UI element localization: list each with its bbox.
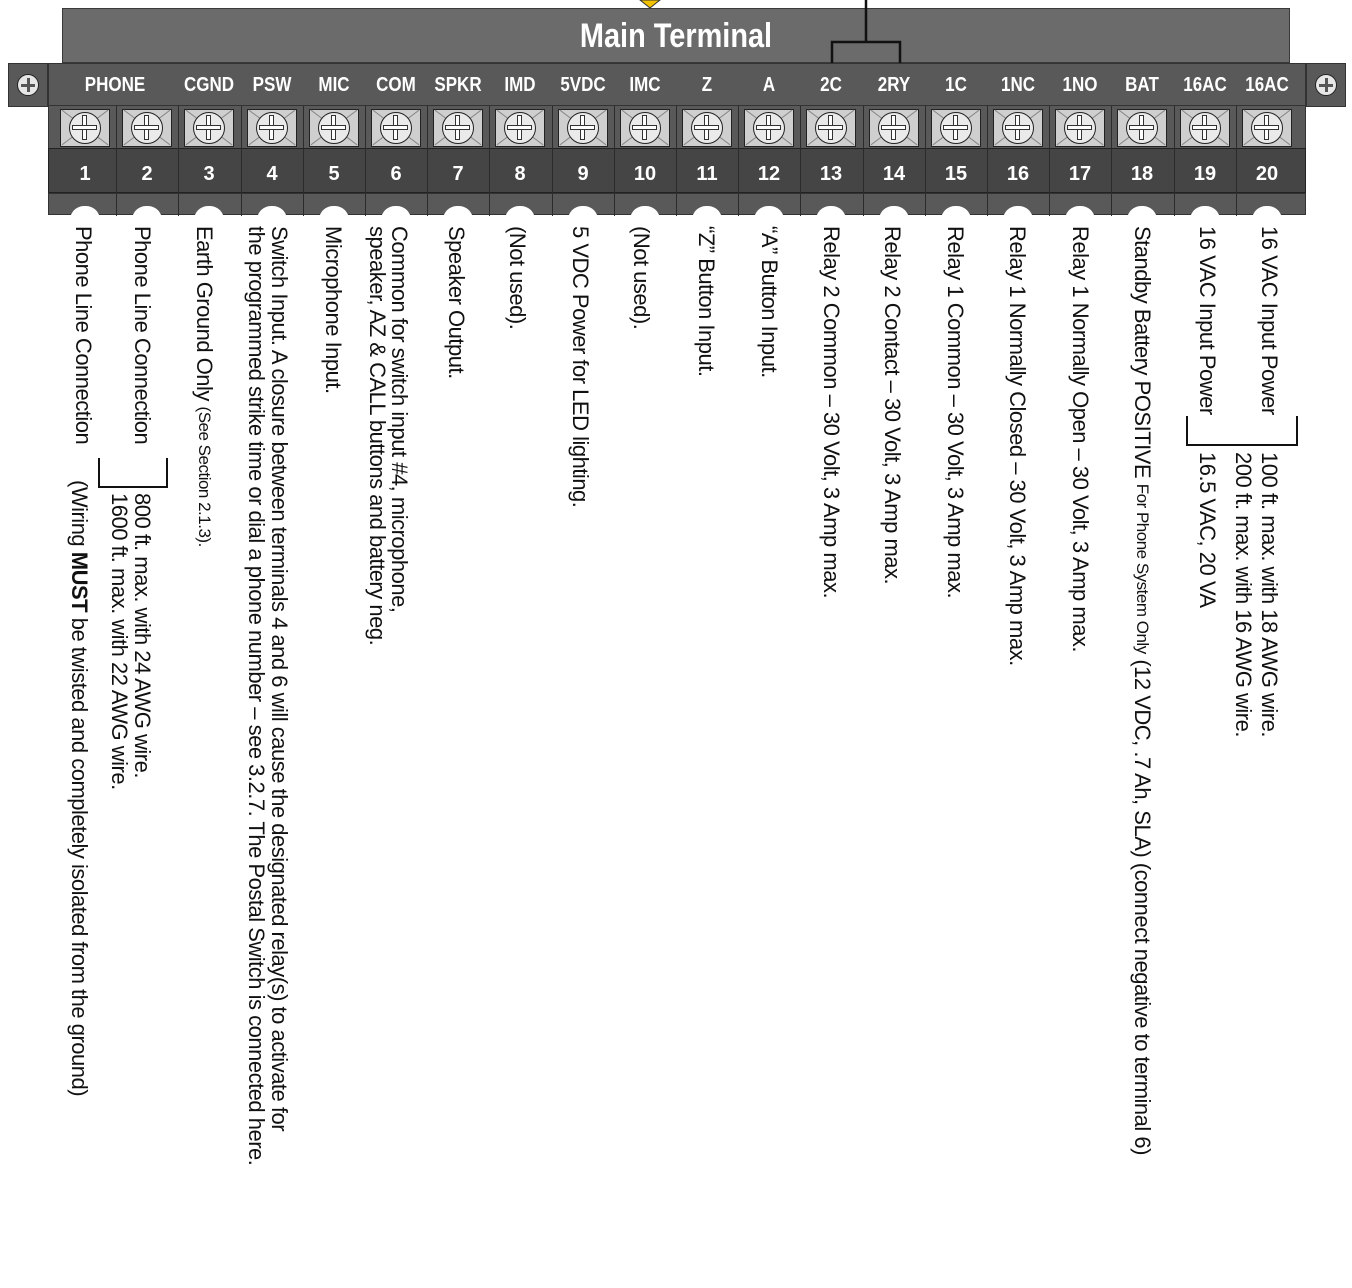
terminal-label-13: 2C <box>820 74 842 96</box>
screw-icon <box>1064 112 1096 144</box>
terminal-divider <box>863 106 864 216</box>
screw-icon <box>318 112 350 144</box>
terminal-number-13: 13 <box>819 163 843 185</box>
terminal-screw-15 <box>931 109 981 147</box>
terminal-number-10: 10 <box>633 163 657 185</box>
desc-terminal-11: “Z” Button Input. <box>694 226 719 377</box>
terminal-number-3: 3 <box>203 163 215 185</box>
terminal-screw-19 <box>1180 109 1230 147</box>
terminal-label-18: BAT <box>1125 74 1159 96</box>
terminal-label-8: IMD <box>504 74 536 96</box>
desc-terminal-16: Relay 1 Normally Closed – 30 Volt, 3 Amp max. <box>1005 226 1030 666</box>
desc-terminal-6-line-1: Common for switch input #4, microphone, <box>387 226 412 613</box>
desc-terminal-2: Phone Line Connection <box>130 226 155 445</box>
terminal-screw-3 <box>184 109 234 147</box>
terminal-screw-12 <box>744 109 794 147</box>
desc-ac-wire-2: 200 ft. max. with 16 AWG wire. <box>1231 452 1256 737</box>
desc-ac-spec: 16.5 VAC, 20 VA <box>1195 452 1220 608</box>
terminal-divider <box>800 106 801 216</box>
screw-icon <box>1189 112 1221 144</box>
desc-terminal-10: (Not used). <box>629 226 654 330</box>
terminal-screw-2 <box>122 109 172 147</box>
terminal-number-12: 12 <box>757 163 781 185</box>
terminal-label-12: A <box>762 74 776 96</box>
terminal-screw-16 <box>993 109 1043 147</box>
screw-icon <box>1002 112 1034 144</box>
terminal-divider <box>987 106 988 216</box>
terminal-divider <box>552 106 553 216</box>
terminal-number-16: 16 <box>1006 163 1030 185</box>
terminal-number-11: 11 <box>696 163 718 185</box>
terminal-screw-8 <box>495 109 545 147</box>
desc-terminal-12: “A” Button Input. <box>757 226 782 378</box>
terminal-divider <box>365 106 366 216</box>
terminal-divider <box>116 106 117 216</box>
screw-icon <box>878 112 910 144</box>
desc-terminal-13: Relay 2 Common – 30 Volt, 3 Amp max. <box>819 226 844 599</box>
desc-terminal-19: 16 VAC Input Power <box>1195 226 1220 415</box>
terminal-divider <box>676 106 677 216</box>
terminal-screw-1 <box>60 109 110 147</box>
terminal-divider <box>241 106 242 216</box>
desc-terminal-14: Relay 2 Contact – 30 Volt, 3 Amp max. <box>880 226 905 585</box>
screw-icon <box>753 112 785 144</box>
terminal-wire-band <box>48 193 1306 215</box>
terminal-label-20: 16AC <box>1245 74 1289 96</box>
screw-icon <box>380 112 412 144</box>
main-terminal-title: Main Terminal <box>579 17 773 55</box>
terminal-label-19: 16AC <box>1183 74 1227 96</box>
terminal-number-18: 18 <box>1130 163 1154 185</box>
terminal-number-6: 6 <box>390 163 402 185</box>
desc-ac-wire-1: 100 ft. max. with 18 AWG wire. <box>1257 452 1282 737</box>
phone-bracket <box>98 458 168 488</box>
mounting-ear-right <box>1306 63 1346 107</box>
mounting-ear-left <box>8 63 48 107</box>
desc-terminal-15: Relay 1 Common – 30 Volt, 3 Amp max. <box>943 226 968 599</box>
terminal-screw-7 <box>433 109 483 147</box>
desc-terminal-1-note: (Wiring MUST be twisted and completely isolated from the ground) <box>67 480 92 1097</box>
terminal-number-7: 7 <box>452 163 464 185</box>
terminal-label-5: MIC <box>318 74 350 96</box>
screw-icon <box>691 112 723 144</box>
desc-terminal-20: 16 VAC Input Power <box>1257 226 1282 415</box>
terminal-number-row <box>48 148 1306 193</box>
terminal-divider <box>614 106 615 216</box>
screw-icon <box>629 112 661 144</box>
terminal-divider <box>303 106 304 216</box>
terminal-number-9: 9 <box>577 163 589 185</box>
terminal-divider <box>427 106 428 216</box>
terminal-label-10: IMC <box>629 74 661 96</box>
terminal-screw-11 <box>682 109 732 147</box>
screw-icon <box>256 112 288 144</box>
terminal-number-17: 17 <box>1068 163 1092 185</box>
desc-terminal-9: 5 VDC Power for LED lighting. <box>568 226 593 508</box>
terminal-divider <box>178 106 179 216</box>
screw-icon <box>1251 112 1283 144</box>
screw-icon <box>69 112 101 144</box>
terminal-number-20: 20 <box>1255 163 1279 185</box>
terminal-divider <box>925 106 926 216</box>
terminal-label-17: 1NO <box>1062 74 1098 96</box>
terminal-divider <box>1111 106 1112 216</box>
screw-icon <box>567 112 599 144</box>
terminal-divider <box>1049 106 1050 216</box>
desc-terminal-7: Speaker Output. <box>444 226 469 379</box>
terminal-label-phone: PHONE <box>84 74 146 96</box>
terminal-number-1: 1 <box>79 163 91 185</box>
terminal-label-9: 5VDC <box>560 74 606 96</box>
terminal-screw-13 <box>806 109 856 147</box>
terminal-divider <box>489 106 490 216</box>
screw-icon <box>131 112 163 144</box>
terminal-screw-9 <box>558 109 608 147</box>
terminal-screw-14 <box>869 109 919 147</box>
terminal-screw-17 <box>1055 109 1105 147</box>
terminal-number-4: 4 <box>266 163 278 185</box>
terminal-divider <box>1236 106 1237 216</box>
terminal-screw-18 <box>1117 109 1167 147</box>
terminal-number-2: 2 <box>141 163 153 185</box>
desc-terminal-4-line-1: Switch Input. A closure between terminals 4 and 6 will cause the designated relay(s) to activate for <box>267 226 292 1132</box>
desc-terminal-1: Phone Line Connection <box>71 226 96 445</box>
screw-icon <box>442 112 474 144</box>
terminal-label-11: Z <box>701 74 713 96</box>
screw-icon <box>815 112 847 144</box>
mounting-screw-icon <box>1315 74 1337 96</box>
terminal-label-6: COM <box>376 74 416 96</box>
terminal-screw-5 <box>309 109 359 147</box>
terminal-screw-20 <box>1242 109 1292 147</box>
terminal-screw-10 <box>620 109 670 147</box>
terminal-label-15: 1C <box>945 74 967 96</box>
arrow-marker-icon <box>640 0 660 8</box>
desc-terminal-6-line-2: speaker, AZ & CALL buttons and battery neg. <box>365 226 390 646</box>
desc-terminal-18: Standby Battery POSITIVE For Phone System Only (12 VDC, .7 Ah, SLA) (connect negative to terminal 6) <box>1130 226 1155 1155</box>
mounting-screw-icon <box>17 74 39 96</box>
terminal-label-3: CGND <box>183 74 235 96</box>
terminal-number-14: 14 <box>882 163 906 185</box>
desc-terminal-8: (Not used). <box>505 226 530 330</box>
screw-icon <box>1126 112 1158 144</box>
desc-phone-wire-2: 1600 ft. max. with 22 AWG wire. <box>107 493 132 790</box>
terminal-screw-4 <box>247 109 297 147</box>
terminal-label-4: PSW <box>252 74 292 96</box>
terminal-divider <box>1174 106 1175 216</box>
terminal-number-8: 8 <box>514 163 526 185</box>
terminal-divider <box>738 106 739 216</box>
desc-terminal-17: Relay 1 Normally Open – 30 Volt, 3 Amp max. <box>1068 226 1093 653</box>
desc-terminal-5: Microphone Input. <box>321 226 346 394</box>
terminal-label-16: 1NC <box>1000 74 1035 96</box>
terminal-number-15: 15 <box>944 163 968 185</box>
screw-icon <box>504 112 536 144</box>
screw-icon <box>193 112 225 144</box>
terminal-label-7: SPKR <box>434 74 482 96</box>
screw-icon <box>940 112 972 144</box>
desc-phone-wire-1: 800 ft. max. with 24 AWG wire. <box>130 493 155 778</box>
desc-terminal-4-line-2: the programmed strike time or dial a phone number – see 3.2.7. The Postal Switch is connected here. <box>244 226 269 1166</box>
ac-bracket <box>1186 416 1298 446</box>
terminal-number-5: 5 <box>328 163 340 185</box>
terminal-screw-6 <box>371 109 421 147</box>
terminal-number-19: 19 <box>1193 163 1217 185</box>
terminal-label-14: 2RY <box>877 74 911 96</box>
desc-terminal-3: Earth Ground Only (See Section 2.1.3). <box>192 226 217 547</box>
